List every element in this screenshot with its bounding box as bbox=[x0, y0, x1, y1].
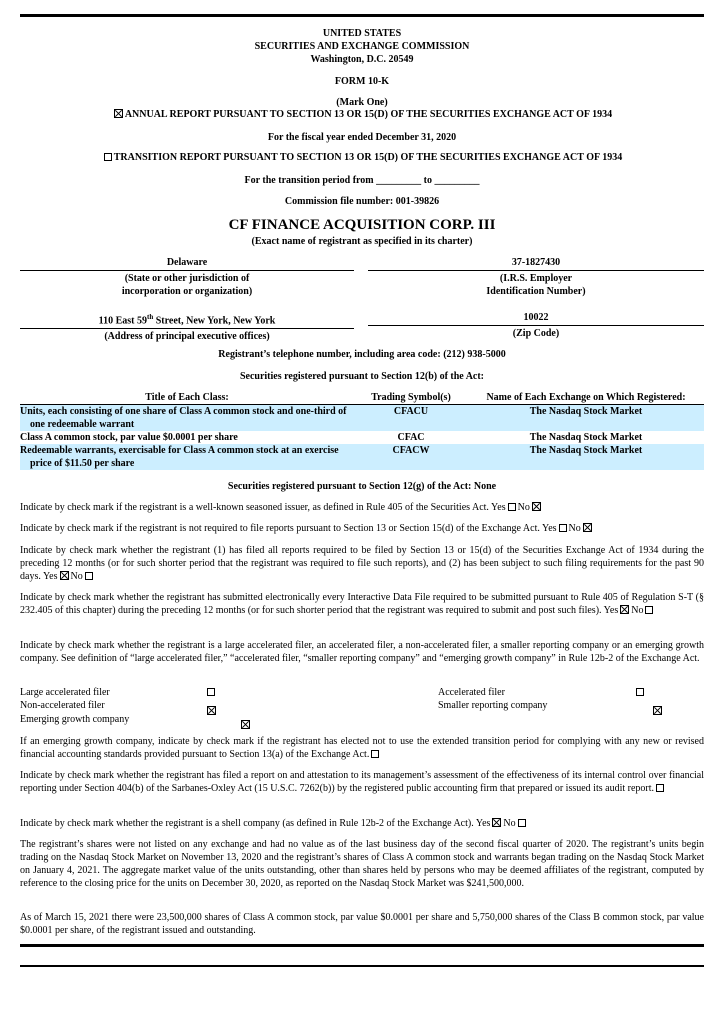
header-washington: Washington, D.C. 20549 bbox=[310, 54, 414, 65]
telephone: Registrant’s telephone number, including area code: (212) 938-5000 bbox=[218, 349, 506, 360]
col-exchange: Name of Each Exchange on Which Registered: bbox=[468, 391, 704, 405]
section-12g-heading: Securities registered pursuant to Section 12(g) of the Act: None bbox=[227, 481, 497, 492]
unchecked-box-icon bbox=[85, 572, 93, 580]
zip-caption: (Zip Code) bbox=[368, 325, 704, 340]
accelerated-checkbox bbox=[636, 688, 644, 696]
registrant-name: CF FINANCE ACQUISITION CORP. III bbox=[228, 217, 496, 233]
ein-caption bbox=[368, 270, 704, 298]
top-rule bbox=[20, 14, 704, 17]
ein-caption-line2: Identification Number) bbox=[486, 286, 586, 297]
transition-to: to bbox=[423, 175, 432, 186]
bottom-rule-thick bbox=[20, 944, 704, 947]
transition-prefix: For the transition period from bbox=[244, 175, 374, 186]
transition-blank-to: _________ bbox=[434, 175, 480, 186]
smaller-reporting-checkbox bbox=[653, 706, 662, 715]
large-accelerated-checkbox bbox=[207, 688, 215, 696]
securities-header-row bbox=[20, 391, 704, 405]
interactive-data-text: Indicate by check mark whether the registrant has submitted electronically every Interactive Data File required to be submitted pursuant to Rule 405 of Regulation S-T (§ 232.405 of this chapter) during the preceding 12 months (or for such shorter period that the registrant was required to submit and post such files). Yes bbox=[20, 592, 704, 616]
col-symbol: Trading Symbol(s) bbox=[354, 391, 468, 405]
annual-report-text: ANNUAL REPORT PURSUANT TO SECTION 13 OR 15(D) OF THE SECURITIES EXCHANGE ACT OF 1934 bbox=[124, 109, 613, 120]
mark-one: (Mark One) bbox=[336, 97, 388, 108]
checked-box-icon bbox=[114, 109, 123, 118]
commission-file-number: Commission file number: 001-39826 bbox=[284, 196, 440, 207]
wksi-text: Indicate by check mark if the registrant is a well-known seasoned issuer, as defined in Rule 405 of the Securities Act. Yes bbox=[20, 502, 506, 513]
security-title: Class A common stock, par value $0.0001 per share bbox=[20, 432, 238, 443]
checked-box-icon bbox=[492, 818, 501, 827]
filer-type-paragraph: Indicate by check mark whether the registrant is a large accelerated filer, an accelerated filer, a non-accelerated filer, a smaller reporting company or an emerging growth company. See definition of “large accelerated filer,” “accelerated filer, “smaller reporting company” and “emerging growth company” in Rule 12b-2 of the Exchange Act. bbox=[20, 640, 704, 664]
fiscal-year: For the fiscal year ended December 31, 2020 bbox=[267, 132, 457, 143]
table-row bbox=[20, 405, 704, 432]
unchecked-box-icon bbox=[559, 524, 567, 532]
zip-value: 10022 bbox=[523, 312, 549, 323]
icfr-paragraph bbox=[20, 769, 704, 795]
ein-caption-line1: (I.R.S. Employer bbox=[499, 273, 573, 284]
shares-outstanding-paragraph: As of March 15, 2021 there were 23,500,000 shares of Class A common stock, par value $0.0001 per share and 5,750,000 shares of the Class B common stock, par value $0.0001 per share, of the registrant issued and outstanding. bbox=[20, 912, 704, 936]
checked-box-icon bbox=[532, 502, 541, 511]
transition-report-text: TRANSITION REPORT PURSUANT TO SECTION 13 OR 15(D) OF THE SECURITIES EXCHANGE ACT OF 1934 bbox=[113, 152, 623, 163]
transition-election-text: If an emerging growth company, indicate by check mark if the registrant has elected not to use the extended transition period for complying with any new or revised financial accounting standards provided pursuant to Section 13(a) of the Exchange Act. bbox=[20, 736, 704, 760]
wksi-paragraph bbox=[20, 501, 704, 514]
unchecked-box-icon bbox=[104, 153, 112, 161]
unchecked-box-icon bbox=[518, 819, 526, 827]
address-caption: (Address of principal executive offices) bbox=[20, 328, 354, 343]
transition-report-line bbox=[20, 152, 704, 163]
unchecked-box-icon bbox=[645, 606, 653, 614]
shell-company-paragraph bbox=[20, 817, 704, 830]
transition-period bbox=[20, 174, 704, 187]
annual-report-line bbox=[20, 109, 704, 120]
no-label: No bbox=[631, 605, 644, 616]
securities-table bbox=[20, 391, 704, 470]
ein-block bbox=[368, 256, 704, 298]
address-part1: 110 East 59 bbox=[98, 315, 147, 327]
non-accelerated-checkbox bbox=[207, 706, 216, 715]
state-value: Delaware bbox=[166, 257, 208, 268]
table-row bbox=[20, 444, 704, 470]
ein-value: 37-1827430 bbox=[511, 257, 561, 268]
icfr-text: Indicate by check mark whether the registrant has filed a report on and attestation to its management’s assessment of the effectiveness of its internal control over financial reporting under Section 404(b) of the Sarbanes-Oxley Act (15 U.S.C. 7262(b)) by the registered public accounting firm that prepared or issued its audit report. bbox=[20, 770, 704, 794]
state-caption-line2: incorporation or organization) bbox=[121, 286, 253, 297]
security-symbol: CFACU bbox=[354, 405, 468, 432]
unchecked-box-icon bbox=[656, 784, 664, 792]
address-block bbox=[20, 311, 354, 343]
section-12b-heading: Securities registered pursuant to Section 12(b) of the Act: bbox=[239, 371, 485, 382]
no-label: No bbox=[70, 571, 83, 582]
header-sec: SECURITIES AND EXCHANGE COMMISSION bbox=[254, 41, 470, 52]
filed-reports-paragraph bbox=[20, 544, 704, 583]
market-value-paragraph: The registrant’s shares were not listed on any exchange and had no value as of the last business day of the second fiscal quarter of 2020. The registrant’s units begin trading on the Nasdaq Stock Market on November 13, 2020 and the registrant’s shares of Class A common stock and warrants began trading on the Nasdaq Stock Market on January 4, 2021. The aggregate market value of the units outstanding, other than shares held by persons who may be deemed affiliates of the registrant, computed by reference to the closing price for the units on December 30, 2020, as reported on the Nasdaq Stock Market was $241,500,000. bbox=[20, 839, 704, 889]
security-exchange: The Nasdaq Stock Market bbox=[529, 432, 643, 443]
not-required-paragraph bbox=[20, 522, 704, 535]
security-symbol: CFACW bbox=[354, 444, 468, 470]
security-symbol: CFAC bbox=[397, 432, 425, 443]
interactive-data-paragraph bbox=[20, 591, 704, 617]
no-label: No bbox=[568, 523, 581, 534]
security-exchange: The Nasdaq Stock Market bbox=[468, 405, 704, 432]
state-caption-line1: (State or other jurisdiction of bbox=[124, 273, 250, 284]
zip-block bbox=[368, 311, 704, 340]
header-united-states: UNITED STATES bbox=[322, 28, 402, 39]
not-required-text: Indicate by check mark if the registrant is not required to file reports pursuant to Section 13 or Section 15(d) of the Exchange Act. Yes bbox=[20, 523, 557, 534]
non-accelerated-filer-label: Non-accelerated filer bbox=[20, 700, 105, 711]
state-block bbox=[20, 256, 354, 298]
filed-reports-text: Indicate by check mark whether the registrant (1) has filed all reports required to be filed by Section 13 or 15(d) of the Securities Exchange Act of 1934 during the preceding 12 months (or for such shorter period that the registrant was required to file such reports), and (2) has been subject to such filing requirements for the past 90 days. Yes bbox=[20, 545, 704, 582]
form-title: FORM 10-K bbox=[334, 76, 390, 87]
col-title: Title of Each Class: bbox=[20, 391, 354, 405]
bottom-rule-thin bbox=[20, 965, 704, 967]
unchecked-box-icon bbox=[508, 503, 516, 511]
transition-blank-from: _________ bbox=[376, 175, 422, 186]
security-exchange: The Nasdaq Stock Market bbox=[468, 444, 704, 470]
transition-election-paragraph bbox=[20, 735, 704, 761]
table-row bbox=[20, 431, 704, 444]
large-accelerated-filer-label: Large accelerated filer bbox=[20, 687, 110, 698]
smaller-reporting-label: Smaller reporting company bbox=[438, 700, 548, 711]
security-title: Units, each consisting of one share of Class A common stock and one-third of one redeemable warrant bbox=[20, 406, 347, 430]
checked-box-icon bbox=[583, 523, 592, 532]
emerging-growth-label: Emerging growth company bbox=[20, 714, 130, 725]
address-sup: th bbox=[147, 313, 154, 321]
security-title: Redeemable warrants, exercisable for Class A common stock at an exercise price of $11.50 per share bbox=[20, 445, 339, 469]
accelerated-filer-label: Accelerated filer bbox=[438, 687, 505, 698]
address-value bbox=[20, 311, 354, 328]
registrant-caption: (Exact name of registrant as specified in its charter) bbox=[251, 236, 473, 247]
checked-box-icon bbox=[60, 571, 69, 580]
shell-company-text: Indicate by check mark whether the registrant is a shell company (as defined in Rule 12b-2 of the Exchange Act). Yes bbox=[20, 818, 491, 829]
address-part2: Street, New York, New York bbox=[153, 315, 276, 327]
checked-box-icon bbox=[620, 605, 629, 614]
state-caption bbox=[20, 270, 354, 298]
emerging-growth-checkbox bbox=[241, 720, 250, 729]
no-label: No bbox=[503, 818, 516, 829]
no-label: No bbox=[517, 502, 530, 513]
unchecked-box-icon bbox=[371, 750, 379, 758]
